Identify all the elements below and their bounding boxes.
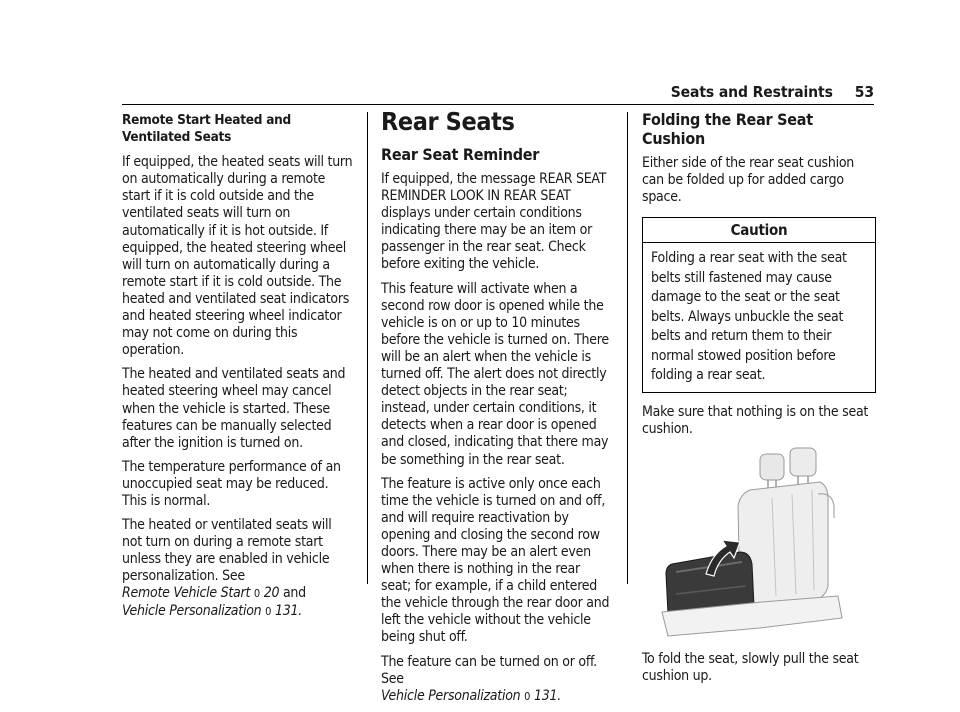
seat-cushion-illustration	[642, 446, 876, 641]
page-ref-icon: 0	[524, 689, 531, 703]
paragraph: The feature is active only once each time the vehicle is turned on and off, and will require reactivation by opening and closing the second row doors. There may be an alert even when there is nothing in the rear seat; for example, if a child entered the vehicle through the rear door and left the vehicle without the vehicle being shut off.	[381, 475, 610, 646]
link-text: Vehicle Personalization	[381, 687, 521, 704]
column-middle	[381, 107, 613, 712]
headrest-right	[790, 448, 816, 476]
column-divider	[627, 112, 628, 584]
paragraph: The heated and ventilated seats and heated steering wheel may cancel when the vehicle is started. These features can be manually selected after the ignition is turned on.	[122, 366, 346, 451]
link-page: 131.	[274, 602, 302, 619]
subheading-remote-start: Remote Start Heated and Ventilated Seats	[122, 112, 291, 146]
subheading-folding-cushion: Folding the Rear Seat Cushion	[642, 110, 813, 148]
link-text: Vehicle Personalization	[122, 602, 262, 619]
section-heading-rear-seats: Rear Seats	[381, 107, 515, 136]
paragraph: Either side of the rear seat cushion can be folded up for added cargo space.	[642, 155, 855, 206]
section-title: Seats and Restraints	[670, 83, 833, 101]
paragraph: To fold the seat, slowly pull the seat cushion up.	[642, 651, 859, 685]
paragraph: Make sure that nothing is on the seat cushion.	[642, 403, 869, 437]
headrest-left	[760, 454, 784, 480]
link-remote-vehicle-start[interactable]	[122, 585, 279, 601]
paragraph-text: The heated or ventilated seats will not turn on during a remote start unless they are enabled in vehicle personalization. See	[122, 517, 332, 585]
paragraph: The temperature performance of an unoccupied seat may be reduced. This is normal.	[122, 458, 341, 509]
conjunction: and	[282, 585, 306, 602]
link-page: 20	[263, 585, 280, 602]
paragraph: If equipped, the message REAR SEAT REMINDER LOOK IN REAR SEAT displays under certain conditions indicating there may be an item or passenger in the rear seat. Check before exiting the vehicle.	[381, 171, 607, 273]
link-vehicle-personalization[interactable]	[381, 688, 561, 704]
paragraph: This feature will activate when a second row door is opened while the vehicle is on or up to 10 minutes before the vehicle is turned on. There will be an alert when the vehicle is turned off. The alert does not directly detect objects in the rear seat; instead, under certain conditions, it detects when a rear door is opened and closed, indicating that there may be something in the rear seat.	[381, 280, 609, 468]
page-ref-icon: 0	[253, 587, 260, 601]
paragraph-with-references	[122, 517, 354, 620]
link-text: Remote Vehicle Start	[122, 585, 251, 602]
paragraph-text: The feature can be turned on or off. See	[381, 653, 597, 687]
caution-box	[642, 217, 876, 393]
caution-body: Folding a rear seat with the seat belts still fastened may cause damage to the seat or the seat belts. Always unbuckle the seat belts and return them to their normal stowed position before folding a rear seat.	[651, 250, 847, 384]
link-page: 131.	[533, 687, 561, 704]
rear-seat-drawing	[642, 446, 876, 641]
column-left	[122, 110, 354, 627]
running-head	[671, 83, 874, 101]
link-vehicle-personalization[interactable]	[122, 603, 302, 619]
column-divider	[367, 112, 368, 584]
caution-title: Caution	[643, 218, 875, 243]
column-right	[642, 110, 876, 692]
subheading-rear-seat-reminder: Rear Seat Reminder	[381, 145, 540, 164]
page-ref-icon: 0	[265, 604, 272, 618]
header-rule	[122, 104, 874, 105]
page-number: 53	[854, 83, 874, 101]
paragraph-with-reference	[381, 654, 613, 705]
paragraph: If equipped, the heated seats will turn on automatically during a remote start if it is cold outside and the ventilated seats will turn on automatically if it is hot outside. If equipped, the heated steering wheel will turn on automatically during a remote start if it is cold outside. The heated and ventilated seat indicators and heated steering wheel indicator may not come on during this operation.	[122, 154, 353, 359]
